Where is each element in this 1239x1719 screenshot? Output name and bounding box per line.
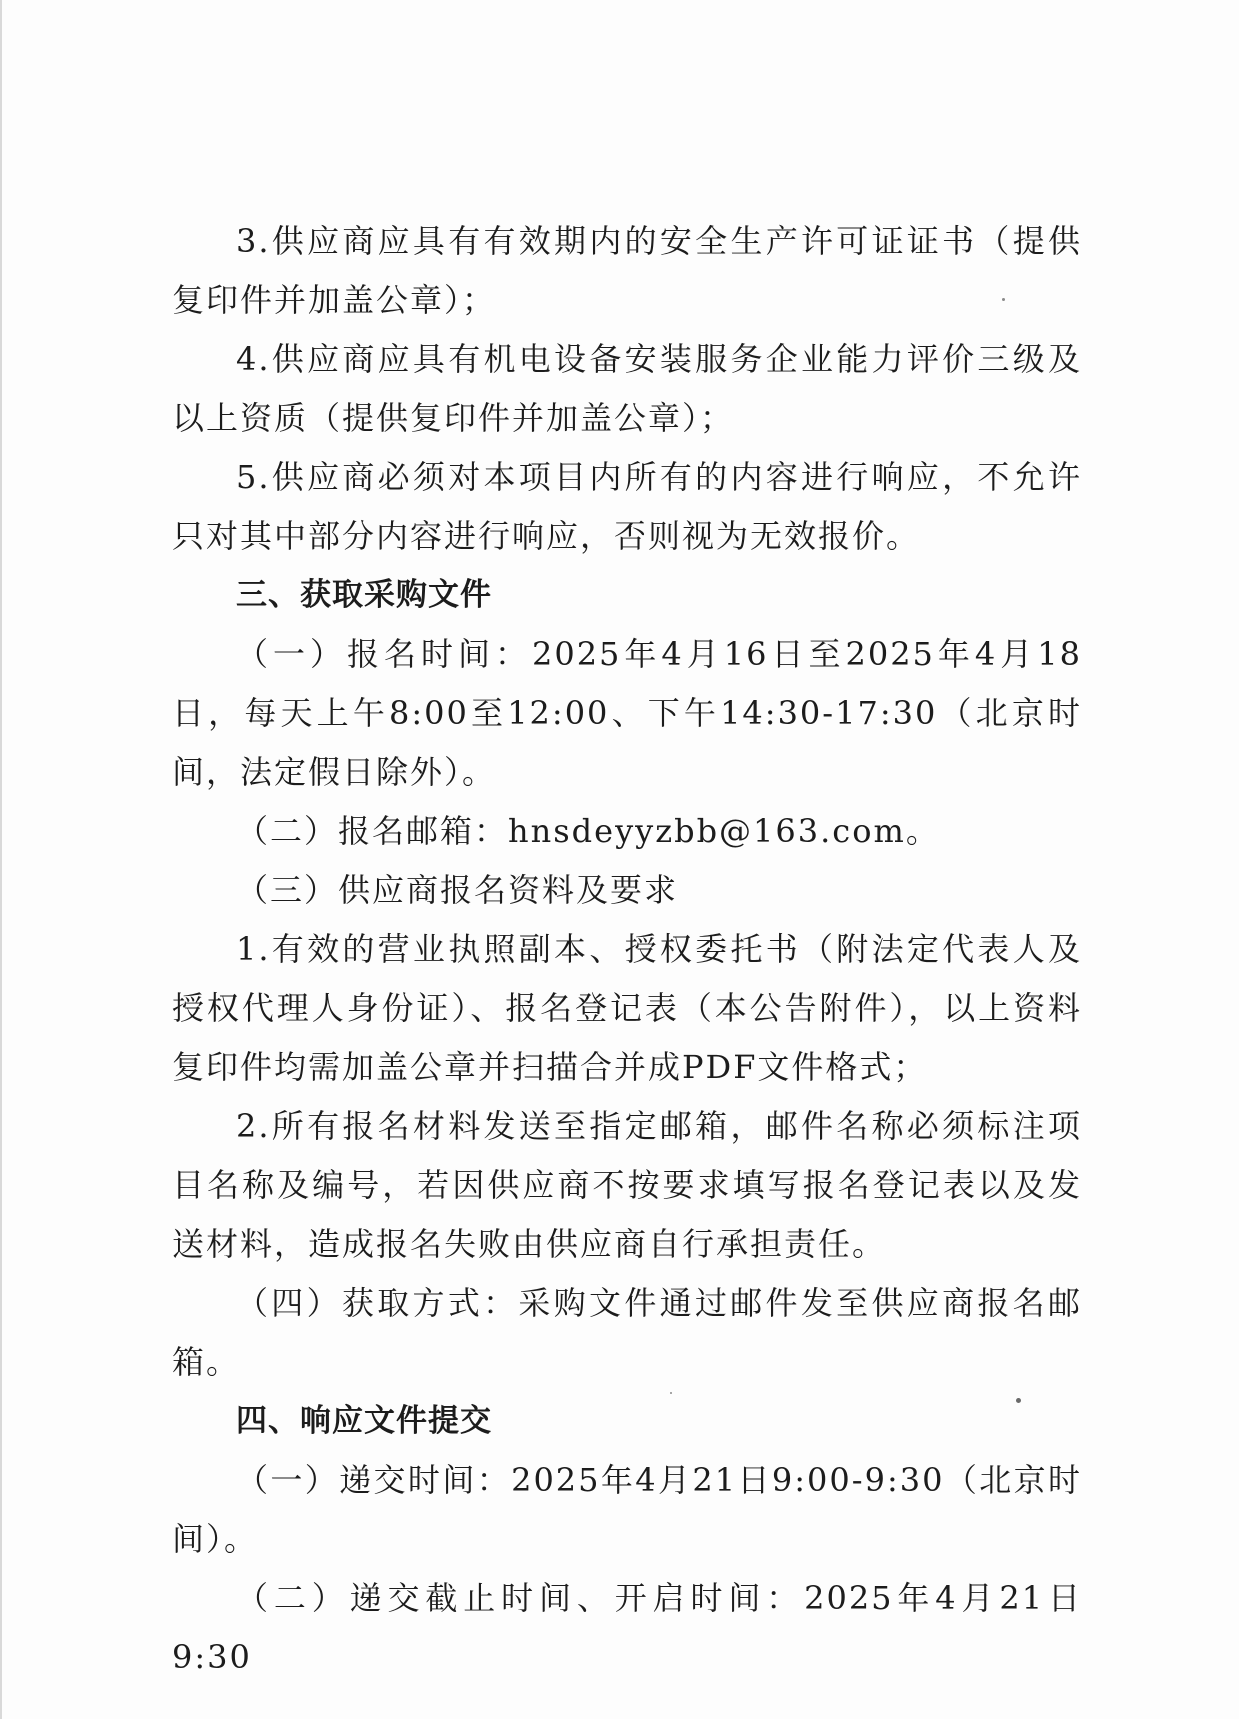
paragraph-registration-time: （一）报名时间：2025年4月16日至2025年4月18日，每天上午8:00至12:00、下午14:30-17:30（北京时间，法定假日除外）。 [172,635,1082,791]
paragraph-requirement-3: 3.供应商应具有有效期内的安全生产许可证证书（提供复印件并加盖公章）； [172,222,1082,319]
scan-speck [1016,1398,1021,1403]
paragraph-deadline-time: （二）递交截止时间、开启时间：2025年4月21日9:30 [172,1579,1082,1676]
paragraph-submission-time: （一）递交时间：2025年4月21日9:00-9:30（北京时间）。 [172,1461,1082,1558]
section-heading-obtain-documents: 三、获取采购文件 [236,577,492,613]
section-heading-submission: 四、响应文件提交 [236,1403,492,1439]
scan-speck [670,1392,672,1394]
paragraph-requirement-5: 5.供应商必须对本项目内所有的内容进行响应，不允许只对其中部分内容进行响应，否则视为无效报价。 [172,458,1082,555]
paragraph-materials-item-1: 1.有效的营业执照副本、授权委托书（附法定代表人及授权代理人身份证）、报名登记表（本公告附件），以上资料复印件均需加盖公章并扫描合并成PDF文件格式； [172,930,1082,1086]
scan-speck [1002,298,1005,301]
paragraph-registration-email: （二）报名邮箱：hnsdeyyzbb@163.com。 [236,812,940,850]
paragraph-obtain-method: （四）获取方式：采购文件通过邮件发至供应商报名邮箱。 [172,1284,1082,1381]
paragraph-requirement-4: 4.供应商应具有机电设备安装服务企业能力评价三级及以上资质（提供复印件并加盖公章）； [172,340,1082,437]
paragraph-materials-item-2: 2.所有报名材料发送至指定邮箱，邮件名称必须标注项目名称及编号，若因供应商不按要求填写报名登记表以及发送材料，造成报名失败由供应商自行承担责任。 [172,1107,1082,1263]
paragraph-registration-materials-title: （三）供应商报名资料及要求 [236,871,679,909]
document-body [172,212,1082,1687]
